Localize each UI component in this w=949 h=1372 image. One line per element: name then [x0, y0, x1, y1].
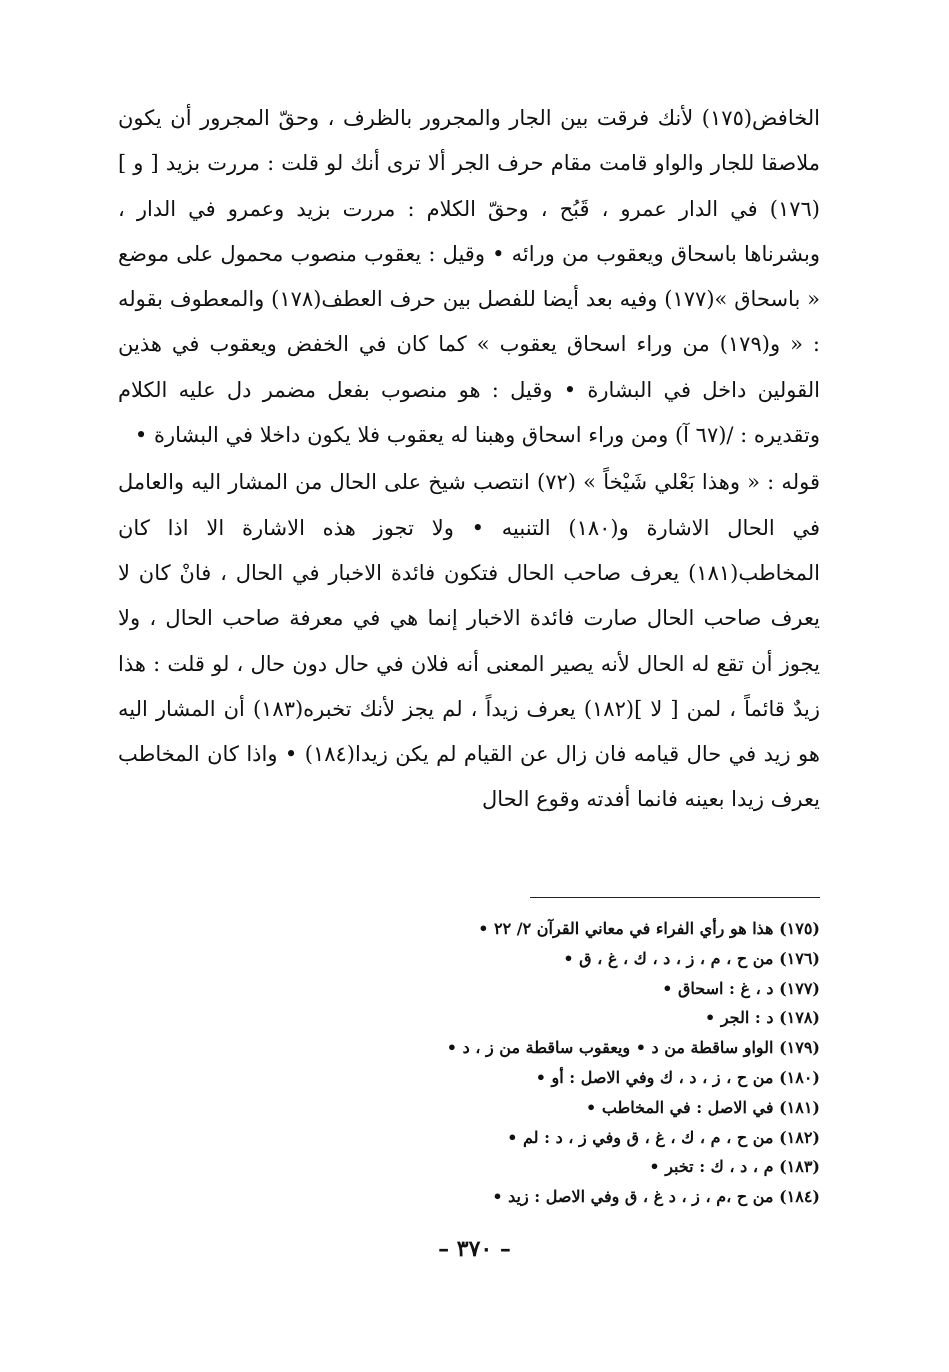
- footnote-182: (١٨٢) من ح ، م ، ك ، غ ، ق وفي ز ، د : لم •: [507, 1127, 820, 1147]
- footnote-177: (١٧٧) د ، غ : اسحاق •: [662, 978, 820, 998]
- footnote-175: (١٧٥) هذا هو رأي الفراء في معاني القرآن ٢/ ٢٢ •: [478, 919, 820, 938]
- footnote-179: (١٧٩) الواو ساقطة من د • ويعقوب ساقطة من ز ، د •: [446, 1038, 820, 1058]
- footnote-separator: [530, 897, 820, 898]
- footnote-184: (١٨٤) من ح ،م ، ز ، د غ ، ق وفي الاصل : زيد •: [492, 1187, 820, 1207]
- footnote-183: (١٨٣) م ، د ، ك : تخبر •: [649, 1157, 820, 1177]
- footnotes: [447, 914, 820, 1212]
- footnote-176: (١٧٦) من ح ، م ، ز ، د ، ك ، غ ، ق •: [563, 948, 820, 968]
- footnote-180: (١٨٠) من ح ، ز ، د ، ك وفي الاصل : أو •: [535, 1067, 820, 1087]
- footnote-178: (١٧٨) د : الجر •: [705, 1008, 820, 1028]
- footnote-181: (١٨١) في الاصل : في المخاطب •: [586, 1097, 820, 1117]
- main-text: [118, 96, 820, 823]
- page-number: – ٣٧٠ –: [438, 1236, 511, 1262]
- paragraph-1: الخافض(١٧٥) لأنك فرقت بين الجار والمجرور بالظرف ، وحقّ المجرور أن يكون ملاصقا للجار والواو قامت مقام حرف الجر ألا ترى أنك لو قلت : مررت بزيد [ و ](١٧٦) في الدار عمرو ، قَبُح ، وحقّ الكلام : مررت بزيد وعمرو في الدار ، وبشرناها باسحاق ويعقوب من ورائه • وقيل : يعقوب منصوب محمول على موضع « باسحاق »(١٧٧) وفيه بعد أيضا للفصل بين حرف العطف(١٧٨) والمعطوف بقوله : « و(١٧٩) من وراء اسحاق يعقوب » كما كان في الخفض ويعقوب في هذين القولين داخل في البشارة • وقيل : هو منصوب بفعل مضمر دل عليه الكلام وتقديره : /(٦٧ آ) ومن وراء اسحاق وهبنا له يعقوب فلا يكون داخلا في البشارة •: [118, 106, 821, 448]
- paragraph-2: قوله : « وهذا بَعْلي شَيْخاً » (٧٢) انتصب شيخ على الحال من المشار اليه والعامل في الحال الاشارة و(١٨٠) التنبيه • ولا تجوز هذه الاشارة الا اذا كان المخاطب(١٨١) يعرف صاحب الحال فتكون فائدة الاخبار في الحال ، فانْ كان لا يعرف صاحب الحال صارت فائدة الاخبار إنما هي في معرفة صاحب الحال ، ولا يجوز أن تقع له الحال لأنه يصير المعنى أنه فلان في حال دون حال ، لو قلت : هذا زيدٌ قائماً ، لمن [ لا ](١٨٢) يعرف زيداً ، لم يجز لأنك تخبره(١٨٣) أن المشار اليه هو زيد في حال قيامه فان زال عن القيام لم يكن زيدا(١٨٤) • واذا كان المخاطب يعرف زيدا بعينه فانما أفدته وقوع الحال: [118, 470, 821, 812]
